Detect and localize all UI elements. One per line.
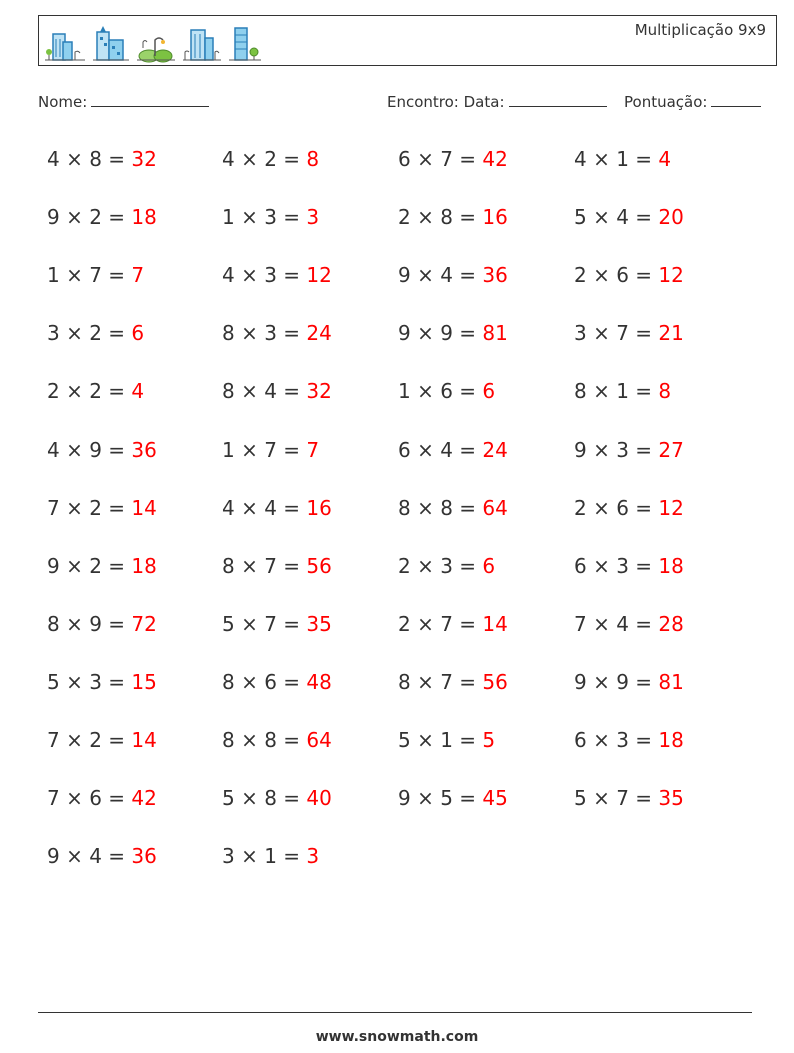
- problem-item: [398, 321, 508, 345]
- problem-answer: 18: [131, 553, 157, 578]
- problem-question: 8 × 7 =: [398, 669, 483, 694]
- problem-question: 5 × 4 =: [574, 205, 659, 230]
- problem-question: 6 × 4 =: [398, 437, 483, 462]
- problem-question: 9 × 9 =: [398, 321, 483, 346]
- problem-question: 1 × 6 =: [398, 379, 483, 404]
- problem-answer: 36: [482, 263, 508, 288]
- date-field: [387, 93, 607, 111]
- problem-question: 6 × 3 =: [574, 728, 659, 752]
- problem-question: 7 × 6 =: [47, 786, 132, 811]
- name-blank: [91, 93, 209, 107]
- problem-item: [222, 786, 332, 810]
- score-label: Pontuação:: [624, 93, 708, 111]
- problem-answer: 6: [482, 553, 496, 578]
- park-trees-icon: [135, 20, 177, 64]
- problem-question: 8 × 7 =: [222, 553, 307, 578]
- problem-answer: 12: [658, 263, 684, 288]
- problem-answer: 27: [658, 437, 684, 462]
- problem-item: [222, 321, 332, 345]
- problem-answer: 8: [658, 379, 672, 404]
- problem-question: 9 × 4 =: [47, 844, 132, 869]
- problem-answer: 20: [658, 205, 684, 230]
- problem-answer: 32: [306, 379, 332, 404]
- problem-item: [398, 147, 508, 171]
- problem-item: [398, 728, 495, 752]
- problem-answer: 72: [131, 611, 157, 636]
- problem-item: [222, 844, 319, 868]
- problem-answer: 36: [131, 844, 157, 869]
- problem-question: 2 × 2 =: [47, 379, 132, 404]
- problem-answer: 14: [482, 611, 508, 636]
- problem-answer: 4: [658, 147, 672, 171]
- name-field: [38, 93, 209, 111]
- problem-item: [574, 786, 684, 810]
- problem-question: 8 × 3 =: [222, 321, 307, 346]
- skyscraper-icon: [181, 20, 223, 64]
- problem-question: 4 × 2 =: [222, 147, 307, 171]
- problem-question: 5 × 3 =: [47, 669, 132, 694]
- problem-question: 5 × 7 =: [222, 611, 307, 636]
- problem-answer: 45: [482, 786, 508, 811]
- problem-answer: 35: [306, 611, 332, 636]
- problem-answer: 14: [131, 728, 157, 752]
- problem-answer: 64: [306, 728, 332, 752]
- problem-question: 7 × 2 =: [47, 728, 132, 752]
- problem-item: [222, 670, 332, 694]
- problem-answer: 28: [658, 611, 684, 636]
- problem-answer: 42: [131, 786, 157, 811]
- problem-item: [398, 670, 508, 694]
- city-buildings-icon: [43, 20, 87, 64]
- problem-item: [47, 554, 157, 578]
- problem-question: 3 × 1 =: [222, 844, 307, 869]
- problem-item: [574, 612, 684, 636]
- footer-url: www.snowmath.com: [315, 1029, 479, 1045]
- problem-answer: 3: [306, 205, 320, 230]
- problem-item: [222, 554, 332, 578]
- problem-answer: 18: [658, 553, 684, 578]
- score-field: [624, 93, 761, 111]
- problem-item: [398, 554, 495, 578]
- problem-item: [398, 438, 508, 462]
- office-buildings-icon: [91, 20, 131, 64]
- problem-answer: 64: [482, 495, 508, 520]
- problem-question: 8 × 9 =: [47, 611, 132, 636]
- problem-item: [47, 205, 157, 229]
- problem-answer: 56: [482, 669, 508, 694]
- problem-answer: 4: [131, 379, 145, 404]
- problem-answer: 24: [482, 437, 508, 462]
- problem-answer: 56: [306, 553, 332, 578]
- problem-answer: 40: [306, 786, 332, 811]
- problem-item: [47, 263, 144, 287]
- problem-answer: 81: [482, 321, 508, 346]
- problem-question: 2 × 8 =: [398, 205, 483, 230]
- problem-question: 9 × 4 =: [398, 263, 483, 288]
- problem-item: [47, 612, 157, 636]
- problem-question: 7 × 4 =: [574, 611, 659, 636]
- problem-answer: 42: [482, 147, 508, 171]
- problem-question: 8 × 8 =: [222, 728, 307, 752]
- problem-item: [574, 554, 684, 578]
- problem-item: [222, 438, 319, 462]
- problem-question: 5 × 7 =: [574, 786, 659, 811]
- problem-answer: 12: [306, 263, 332, 288]
- problem-answer: 18: [658, 728, 684, 752]
- problem-question: 7 × 2 =: [47, 495, 132, 520]
- problem-item: [398, 786, 508, 810]
- problem-item: [398, 263, 508, 287]
- problem-item: [574, 438, 684, 462]
- problem-answer: 16: [482, 205, 508, 230]
- problem-question: 4 × 1 =: [574, 147, 659, 171]
- problem-question: 9 × 5 =: [398, 786, 483, 811]
- problem-item: [574, 670, 684, 694]
- problem-item: [222, 263, 332, 287]
- problem-question: 2 × 7 =: [398, 611, 483, 636]
- date-blank: [509, 93, 607, 107]
- problem-answer: 36: [131, 437, 157, 462]
- problem-question: 3 × 7 =: [574, 321, 659, 346]
- problem-item: [222, 612, 332, 636]
- problem-question: 3 × 2 =: [47, 321, 132, 346]
- problem-answer: 16: [306, 495, 332, 520]
- problem-question: 1 × 7 =: [222, 437, 307, 462]
- problem-item: [222, 728, 332, 752]
- problem-item: [398, 496, 508, 520]
- problem-question: 8 × 4 =: [222, 379, 307, 404]
- problem-answer: 81: [658, 669, 684, 694]
- problem-question: 4 × 3 =: [222, 263, 307, 288]
- problem-item: [47, 728, 157, 752]
- problem-item: [47, 438, 157, 462]
- worksheet-title: Multiplicação 9x9: [634, 21, 766, 39]
- problem-item: [47, 670, 157, 694]
- problem-question: 8 × 8 =: [398, 495, 483, 520]
- problem-question: 9 × 2 =: [47, 553, 132, 578]
- problem-answer: 48: [306, 669, 332, 694]
- problem-question: 2 × 6 =: [574, 495, 659, 520]
- problem-answer: 21: [658, 321, 684, 346]
- problem-item: [47, 147, 157, 171]
- problem-item: [574, 321, 684, 345]
- problem-answer: 7: [306, 437, 320, 462]
- problem-question: 5 × 8 =: [222, 786, 307, 811]
- score-blank: [711, 93, 761, 107]
- problem-question: 9 × 2 =: [47, 205, 132, 230]
- problem-item: [222, 496, 332, 520]
- problem-item: [222, 379, 332, 403]
- problem-item: [574, 496, 684, 520]
- problem-question: 4 × 9 =: [47, 437, 132, 462]
- name-label: Nome:: [38, 93, 88, 111]
- problem-question: 4 × 8 =: [47, 147, 132, 171]
- problem-question: 1 × 7 =: [47, 263, 132, 288]
- problem-answer: 6: [131, 321, 145, 346]
- problem-question: 8 × 6 =: [222, 669, 307, 694]
- problem-item: [47, 844, 157, 868]
- tower-tree-icon: [227, 20, 263, 64]
- problem-question: 2 × 6 =: [574, 263, 659, 288]
- problem-answer: 18: [131, 205, 157, 230]
- problem-answer: 24: [306, 321, 332, 346]
- problem-answer: 6: [482, 379, 496, 404]
- problem-question: 6 × 3 =: [574, 553, 659, 578]
- problem-question: 5 × 1 =: [398, 728, 483, 752]
- problem-item: [574, 263, 684, 287]
- problem-question: 9 × 3 =: [574, 437, 659, 462]
- problem-question: 1 × 3 =: [222, 205, 307, 230]
- problem-answer: 15: [131, 669, 157, 694]
- problem-item: [574, 728, 684, 752]
- problem-item: [398, 379, 495, 403]
- problem-answer: 32: [131, 147, 157, 171]
- problem-item: [574, 205, 684, 229]
- problem-question: 6 × 7 =: [398, 147, 483, 171]
- problem-item: [222, 205, 319, 229]
- problem-question: 9 × 9 =: [574, 669, 659, 694]
- problem-answer: 3: [306, 844, 320, 869]
- problem-answer: 7: [131, 263, 145, 288]
- problem-item: [47, 496, 157, 520]
- problem-answer: 12: [658, 495, 684, 520]
- problem-item: [574, 379, 671, 403]
- problem-question: 4 × 4 =: [222, 495, 307, 520]
- problem-answer: 5: [482, 728, 496, 752]
- problem-answer: 35: [658, 786, 684, 811]
- footer-divider: [38, 1012, 752, 1013]
- problem-item: [47, 321, 144, 345]
- problem-item: [398, 612, 508, 636]
- problem-item: [222, 147, 319, 171]
- header-box: [38, 15, 777, 66]
- problem-question: 2 × 3 =: [398, 553, 483, 578]
- problem-answer: 8: [306, 147, 320, 171]
- problem-item: [47, 786, 157, 810]
- problem-question: 8 × 1 =: [574, 379, 659, 404]
- problem-item: [47, 379, 144, 403]
- problem-item: [574, 147, 671, 171]
- problem-answer: 14: [131, 495, 157, 520]
- date-label: Encontro: Data:: [387, 93, 505, 111]
- problem-item: [398, 205, 508, 229]
